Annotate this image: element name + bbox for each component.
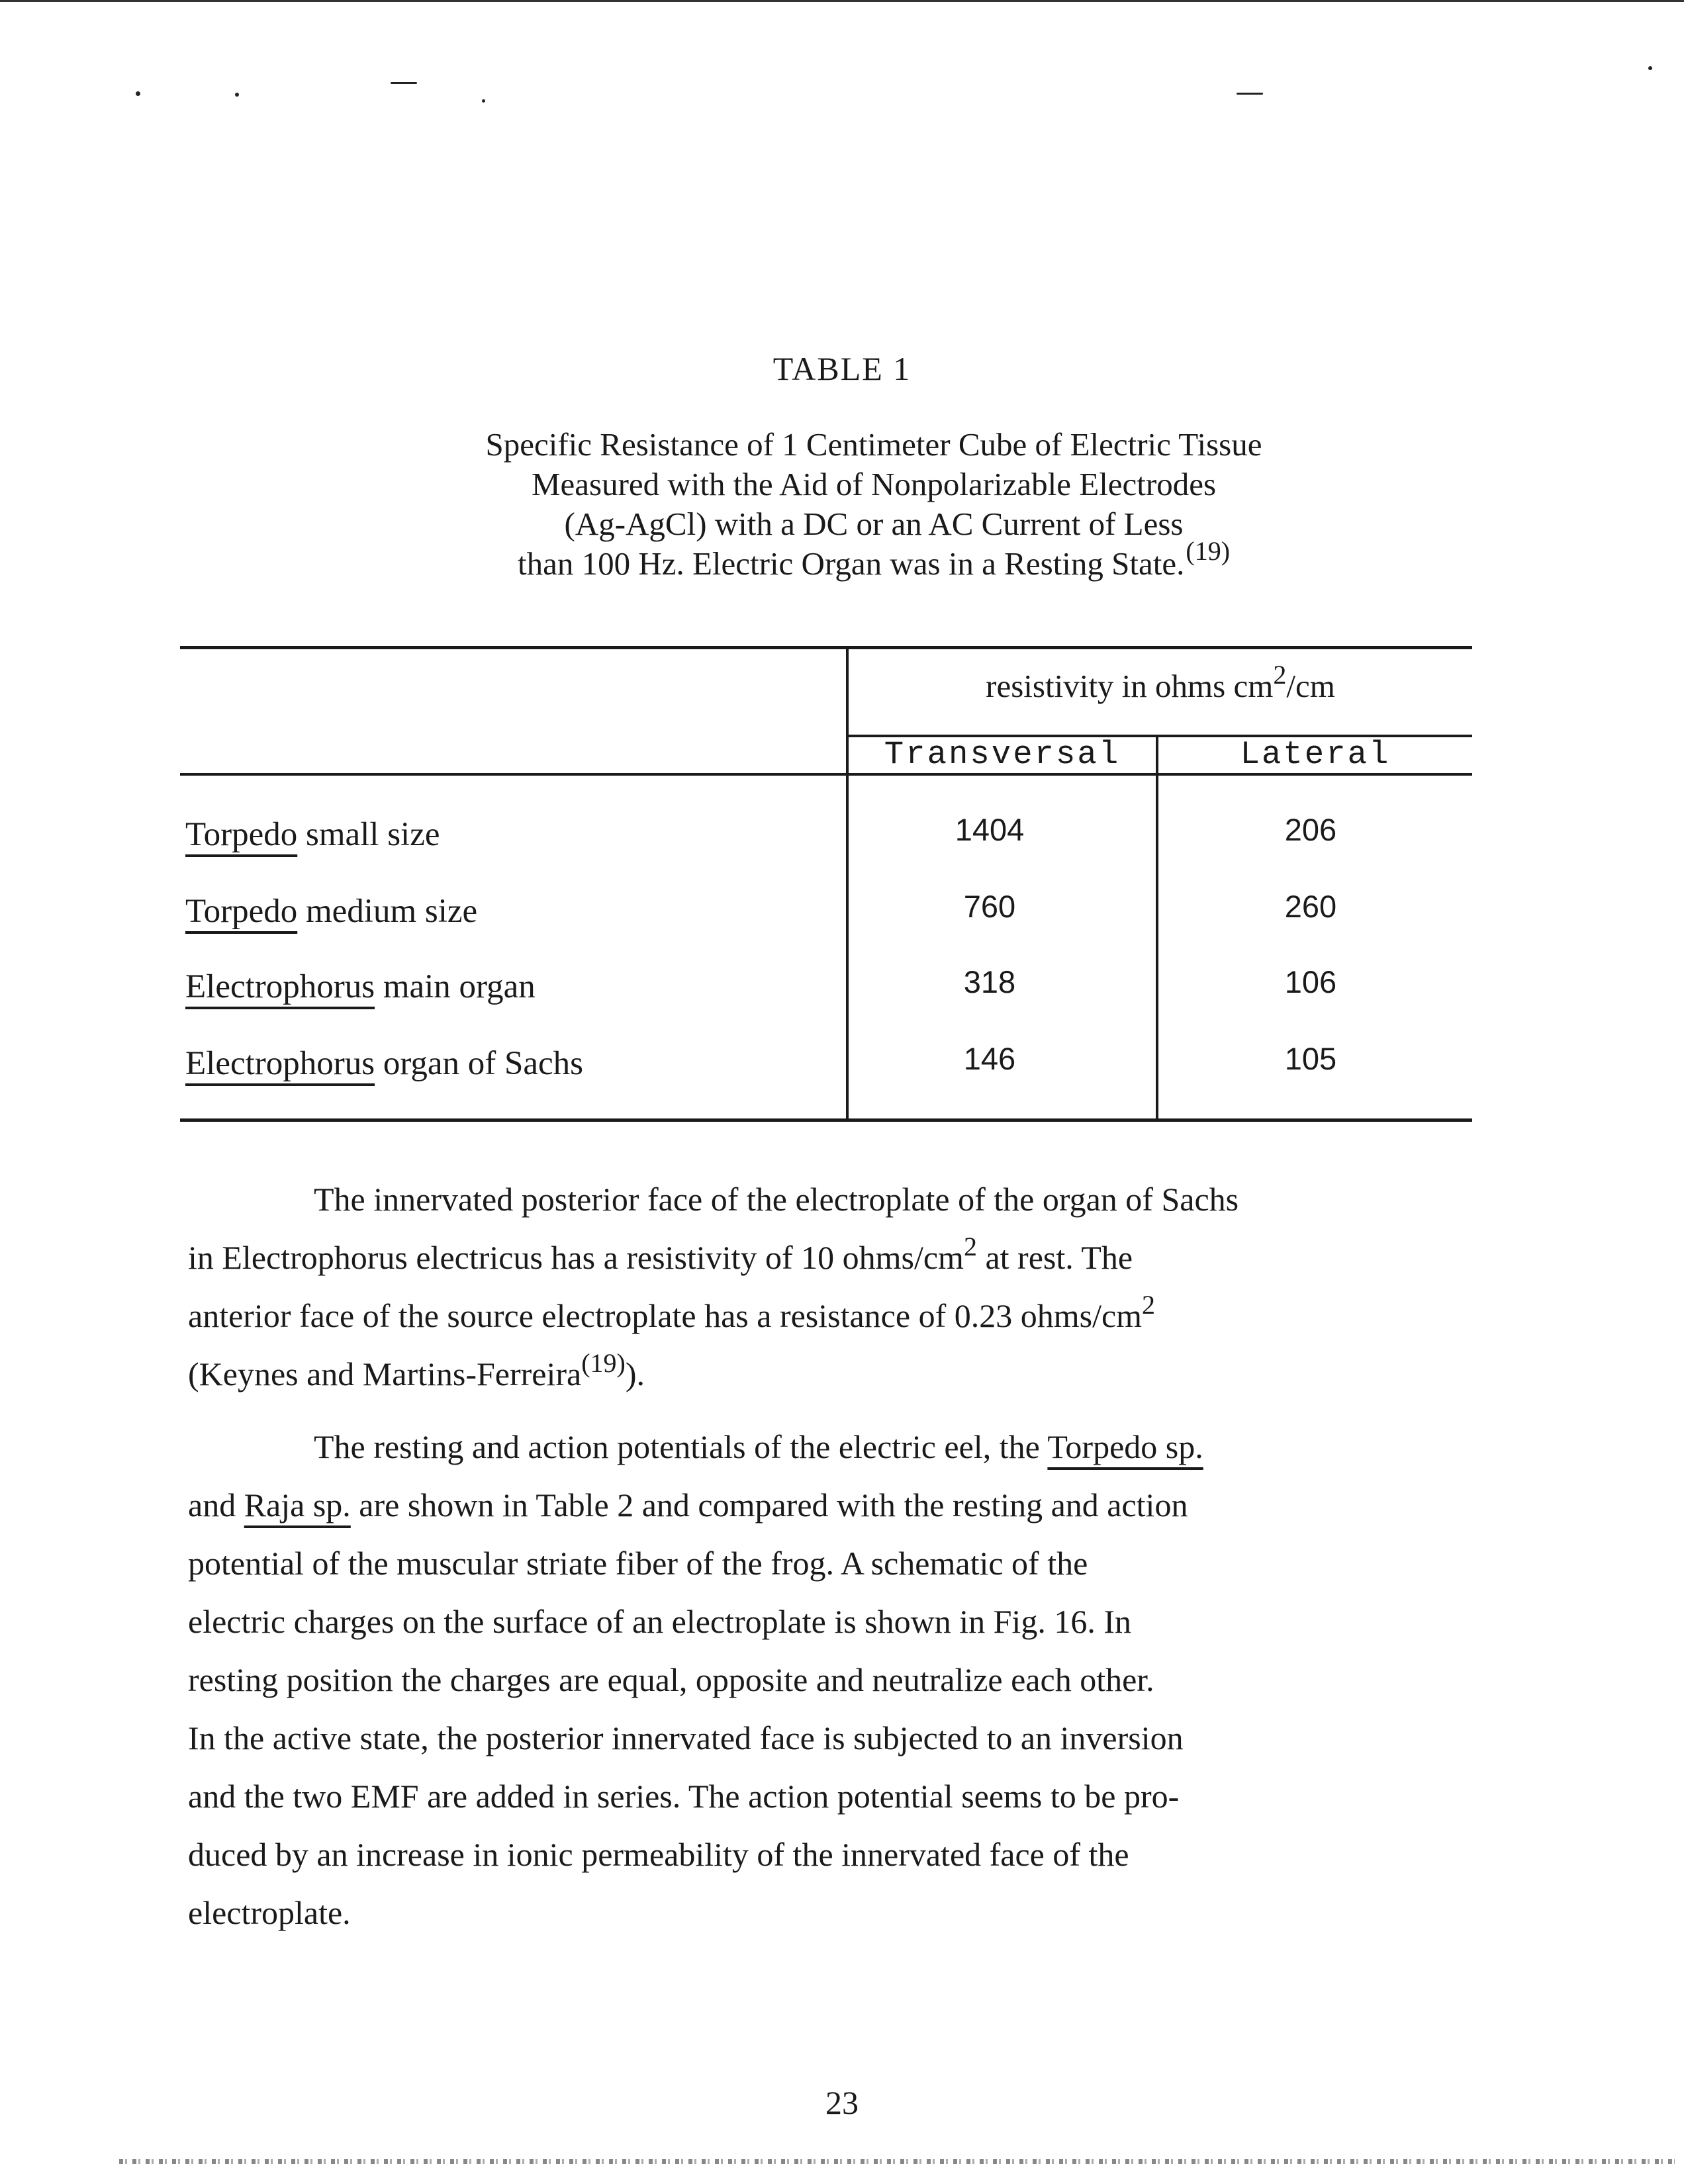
caption-line: Measured with the Aid of Nonpolarizable Electrodes [531, 466, 1217, 502]
table-top-rule [180, 646, 1472, 649]
column-group-header: resistivity in ohms $cm^2/cm$ [986, 660, 1335, 704]
top-scan-edge [0, 0, 1684, 2]
row-label: Electrophorus main organ [185, 968, 536, 1005]
caption-line-last: than 100 Hz. Electric Organ was in a Resting State.$^{(19)}$ [517, 536, 1231, 582]
column-divider [846, 646, 849, 1121]
cell-lateral: 260 [1284, 889, 1337, 924]
caption-line: Specific Resistance of 1 Centimeter Cube of Electric Tissue [485, 426, 1262, 463]
paragraph-1: The innervated posterior face of the electroplate of the organ of Sachs in Electrophorus electricus has a resistivity of 10 ohms/$cm^2$ at rest. The anterior face of the source electroplate has a resistance of 0.23 ohms/$cm^2$ (Keynes and Martins-Ferreira$^{(19)}$). [188, 1181, 1239, 1392]
caption-reference: (19) [1186, 536, 1231, 566]
table-caption [225, 425, 1522, 584]
scan-speck [235, 93, 239, 97]
bottom-scan-edge [119, 2159, 1675, 2164]
cell-transversal: 318 [963, 964, 1016, 999]
cell-transversal: 146 [963, 1041, 1016, 1076]
paragraph-2: The resting and action potentials of the electric eel, the Torpedo sp. and Raja sp. are shown in Table 2 and compared with the resting and action potential of the muscular striate fiber of the frog. A schematic of the electric charges on the surface of an electroplate is shown in Fig. 16. In resting position the charges are equal, opposite and neutralize each other. In the active state, the posterior innervated face is subjected to an inversion and the two EMF are added in series. The action potential seems to be pro- duced by an increase in ionic permeability of the innervated face of the electroplate. [188, 1428, 1203, 1931]
cell-lateral: 105 [1284, 1041, 1337, 1076]
scan-speck [482, 99, 485, 103]
row-label: Electrophorus organ of Sachs [185, 1045, 583, 1082]
scan-mark [391, 82, 417, 84]
table-label: TABLE 1 [772, 350, 912, 387]
cell-transversal: 760 [963, 889, 1016, 924]
scan-mark [1237, 93, 1263, 95]
subheader-transversal: Transversal [884, 736, 1121, 773]
row-label: Torpedo medium size [185, 893, 478, 930]
cell-transversal: 1404 [955, 812, 1025, 847]
scan-speck [1648, 66, 1652, 70]
cell-lateral: 106 [1284, 964, 1337, 999]
table-bottom-rule [180, 1118, 1472, 1122]
column-divider [1156, 735, 1158, 1121]
row-label: Torpedo small size [185, 816, 440, 853]
cell-lateral: 206 [1284, 812, 1337, 847]
scan-speck [136, 91, 140, 96]
header-bottom-rule [180, 773, 1472, 776]
subheader-lateral: Lateral [1240, 736, 1391, 773]
caption-line: (Ag-AgCl) with a DC or an AC Current of Less [564, 506, 1184, 542]
page-number: 23 [825, 2084, 859, 2121]
